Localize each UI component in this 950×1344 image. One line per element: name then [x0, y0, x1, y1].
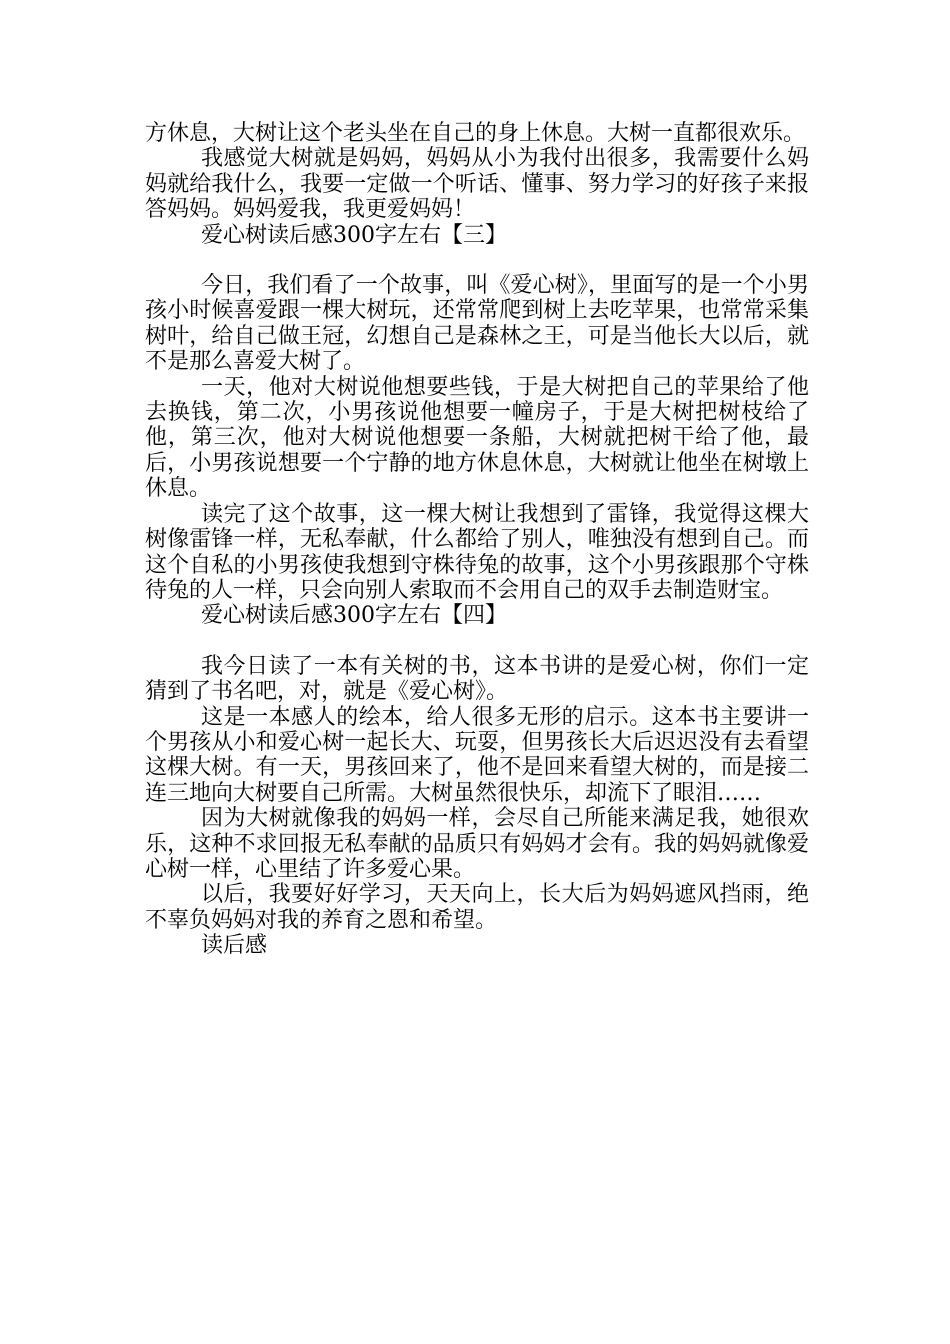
- closing-label: 读后感: [201, 933, 268, 959]
- paragraph-continued: 方休息，大树让这个老头坐在自己的身上休息。大树一直都很欢乐。: [145, 121, 806, 146]
- paragraph: 以后，我要好好学习，天天向上，长大后为妈妈遮风挡雨，绝不辜负妈妈对我的养育之恩和希望。: [145, 882, 809, 933]
- paragraph: 读完了这个故事，这一棵大树让我想到了雷锋，我觉得这棵大树像雷锋一样，无私奉献，什么都给了别人，唯独没有想到自己。而这个自私的小男孩使我想到守株待兔的故事，这个小男孩跟那个守株待兔的人一样，只会向别人索取而不会用自己的双手去制造财宝。: [145, 501, 809, 603]
- paragraph: 我感觉大树就是妈妈，妈妈从小为我付出很多，我需要什么妈妈就给我什么，我要一定做一个听话、懂事、努力学习的好孩子来报答妈妈。妈妈爱我，我更爱妈妈！: [145, 146, 809, 223]
- paragraph: 我今日读了一本有关树的书，这本书讲的是爱心树，你们一定猜到了书名吧，对，就是《爱心树》。: [145, 653, 809, 705]
- paragraph: 因为大树就像我的妈妈一样，会尽自己所能来满足我，她很欢乐，这种不求回报无私奉献的品质只有妈妈才会有。我的妈妈就像爱心树一样，心里结了许多爱心果。: [145, 806, 809, 882]
- section-heading-three: 爱心树读后感300字左右【三】: [201, 222, 507, 248]
- paragraph: 一天，他对大树说他想要些钱，于是大树把自己的苹果给了他去换钱，第二次，小男孩说他想要一幢房子，于是大树把树枝给了他，第三次，他对大树说他想要一条船，大树就把树干给了他，最后，小男孩说想要一个宁静的地方休息休息，大树就让他坐在树墩上休息。: [145, 374, 809, 502]
- section-heading-four: 爱心树读后感300字左右【四】: [201, 603, 507, 629]
- paragraph: 今日，我们看了一个故事，叫《爱心树》，里面写的是一个小男孩小时候喜爱跟一棵大树玩，还常常爬到树上去吃苹果，也常常采集树叶，给自己做王冠，幻想自己是森林之王，可是当他长大以后，就不是那么喜爱大树了。: [145, 273, 809, 375]
- paragraph: 这是一本感人的绘本，给人很多无形的启示。这本书主要讲一个男孩从小和爱心树一起长大、玩耍，但男孩长大后迟迟没有去看望这棵大树。有一天，男孩回来了，他不是回来看望大树的，而是接二连三地向大树要自己所需。大树虽然很快乐，却流下了眼泪……: [145, 704, 809, 806]
- document-page: [145, 121, 809, 959]
